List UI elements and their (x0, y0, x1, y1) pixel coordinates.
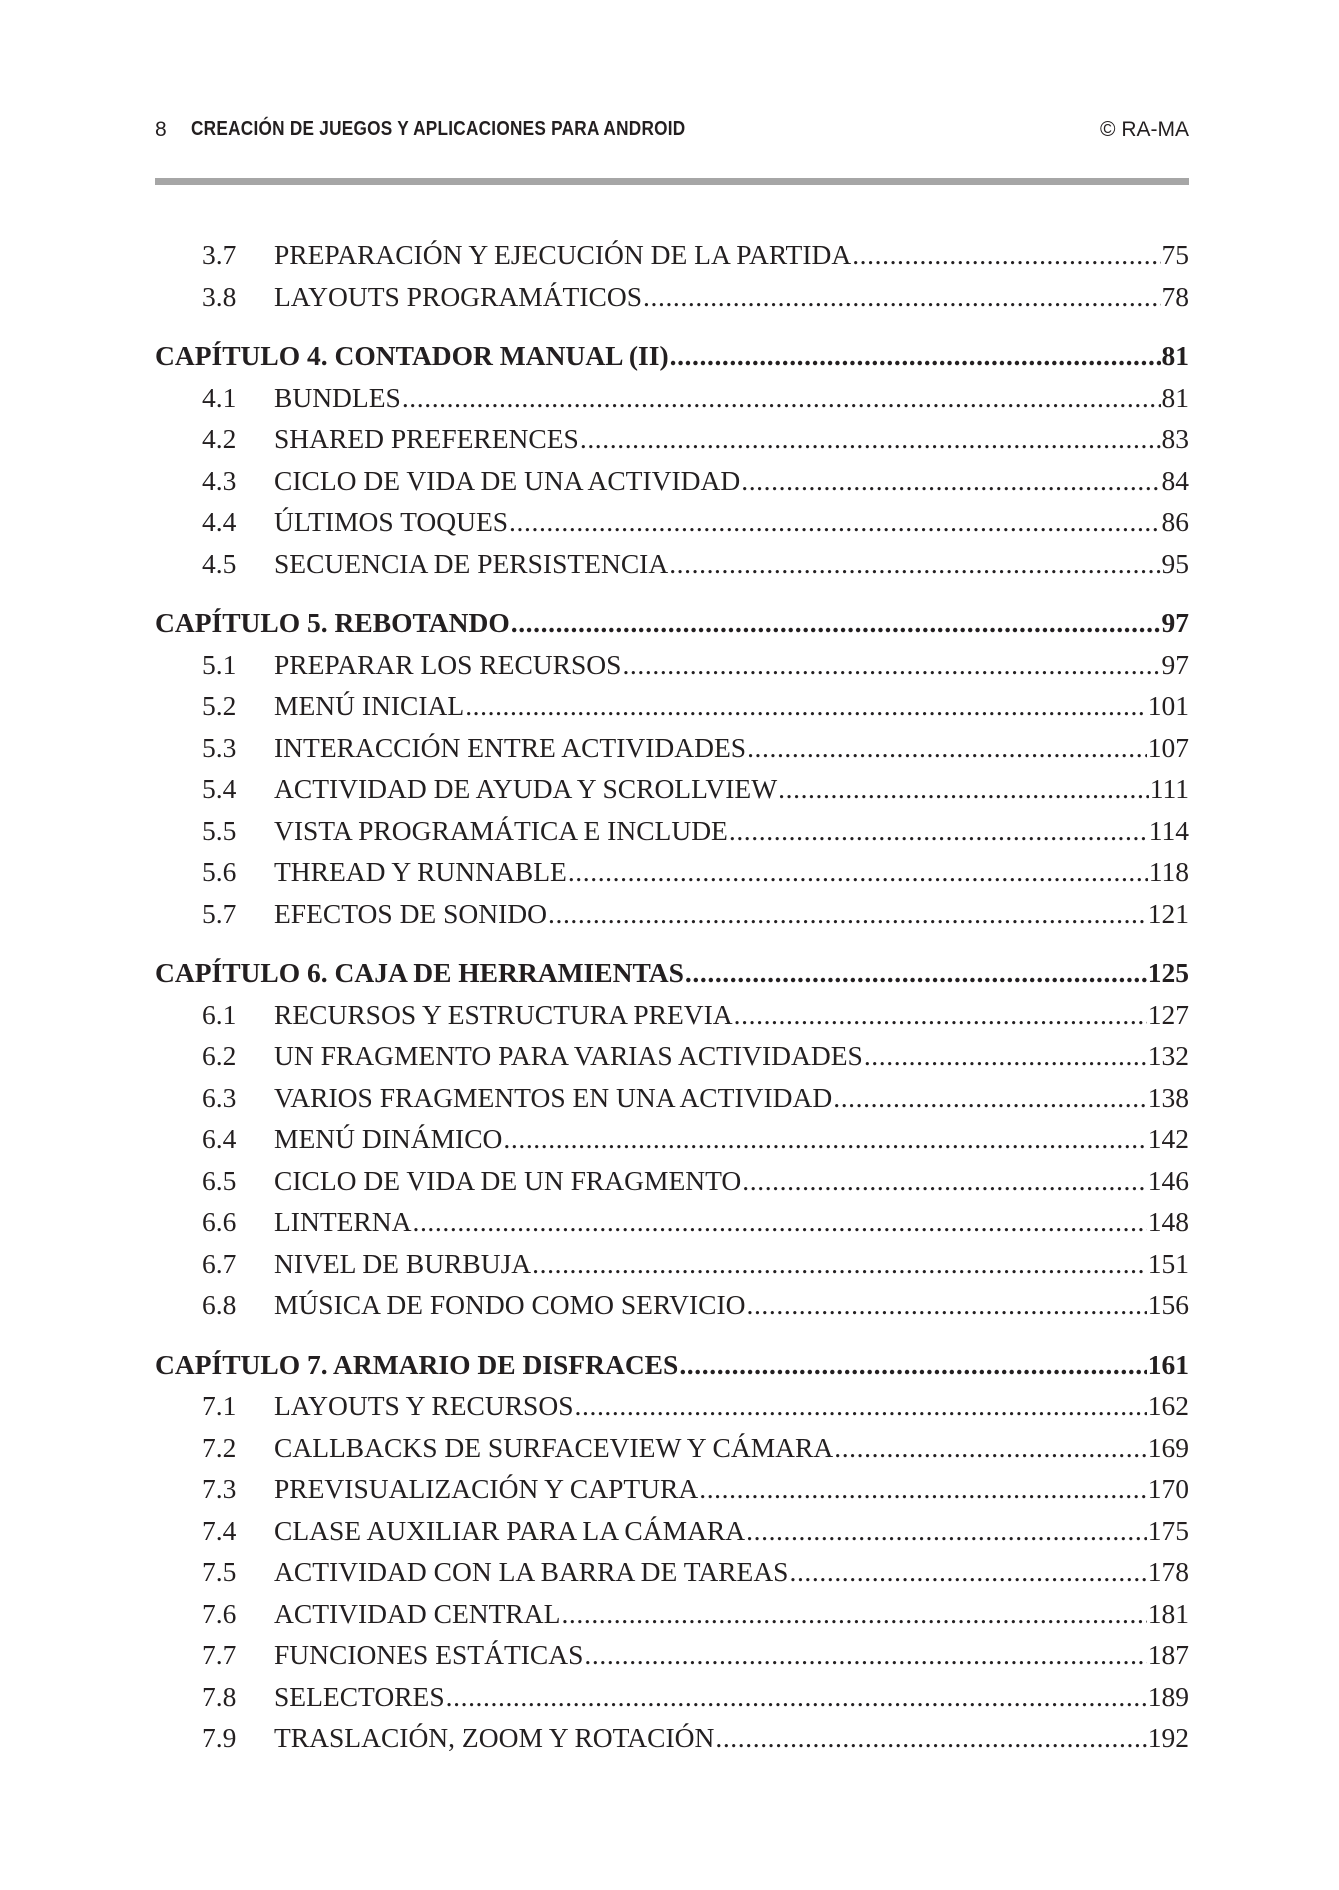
toc-section-title: MENÚ DINÁMICO (274, 1123, 503, 1154)
toc-section-number: 6.4 (202, 1123, 237, 1154)
toc-page-number: 148 (1147, 1206, 1189, 1237)
toc-section-title: PREPARACIÓN Y EJECUCIÓN DE LA PARTIDA (274, 239, 852, 270)
toc-leader-dots (532, 1243, 1147, 1285)
toc-section-title: CICLO DE VIDA DE UNA ACTIVIDAD (274, 464, 741, 496)
toc-page-number: 192 (1147, 1722, 1189, 1753)
toc-section-number: 5.5 (202, 814, 237, 846)
toc-section-number: 7.9 (202, 1722, 237, 1753)
toc-page-number: 146 (1147, 1164, 1189, 1196)
toc-section-title: ACTIVIDAD CENTRAL (274, 1597, 561, 1629)
toc-section-number: 7.1 (202, 1390, 237, 1421)
toc-section-row (155, 1385, 1189, 1427)
toc-page-number: 125 (1147, 957, 1189, 988)
toc-section-row (155, 1427, 1189, 1469)
toc-leader-dots (734, 994, 1147, 1036)
toc-section-title: PREVISUALIZACIÓN Y CAPTURA (274, 1473, 699, 1504)
toc-section-title: LINTERNA (274, 1206, 412, 1237)
toc-section-row (155, 1676, 1189, 1718)
toc-page-number: 118 (1148, 856, 1189, 887)
toc-leader-dots (643, 276, 1160, 318)
toc-section-row (155, 1201, 1189, 1243)
toc-page-number: 161 (1147, 1348, 1189, 1380)
toc-leader-dots (715, 1717, 1146, 1759)
toc-section-number: 6.8 (202, 1289, 237, 1320)
toc-section-number: 6.2 (202, 1040, 237, 1071)
toc-section-number: 6.7 (202, 1247, 237, 1279)
toc-section-number: 7.2 (202, 1431, 237, 1463)
toc-section-number: 5.4 (202, 773, 237, 804)
toc-leader-dots (669, 543, 1160, 585)
toc-leader-dots (670, 335, 1161, 377)
toc-page-number: 127 (1147, 998, 1189, 1030)
toc-page-number: 107 (1147, 731, 1189, 763)
toc-page-number: 121 (1147, 897, 1189, 929)
toc-section-title: LAYOUTS Y RECURSOS (274, 1390, 574, 1421)
toc-section-number: 6.3 (202, 1081, 237, 1113)
toc-page-number: 114 (1148, 814, 1189, 846)
toc-section-title: CICLO DE VIDA DE UN FRAGMENTO (274, 1164, 742, 1196)
toc-section-number: 6.5 (202, 1164, 237, 1196)
table-of-contents (155, 234, 1189, 1759)
toc-page-number: 83 (1161, 423, 1189, 454)
book-title: CREACIÓN DE JUEGOS Y APLICACIONES PARA ANDROID (191, 118, 686, 140)
toc-page-number: 101 (1147, 690, 1189, 721)
toc-leader-dots (729, 810, 1148, 852)
toc-page-number: 151 (1147, 1247, 1189, 1279)
toc-leader-dots (509, 501, 1160, 543)
toc-section-number: 3.7 (202, 239, 237, 270)
toc-chapter-row (155, 1344, 1189, 1386)
toc-leader-dots (580, 418, 1161, 460)
toc-section-row (155, 685, 1189, 727)
toc-leader-dots (699, 1468, 1147, 1510)
toc-section-row (155, 893, 1189, 935)
toc-page-number: 84 (1161, 464, 1189, 496)
toc-leader-dots (741, 460, 1160, 502)
toc-leader-dots (446, 1676, 1147, 1718)
header-rule (155, 178, 1189, 185)
toc-page-number: 156 (1147, 1289, 1189, 1320)
toc-page-number: 81 (1161, 381, 1189, 413)
toc-section-title: CALLBACKS DE SURFACEVIEW Y CÁMARA (274, 1431, 834, 1463)
publisher: © RA-MA (1100, 118, 1189, 141)
toc-page-number: 170 (1147, 1473, 1189, 1504)
toc-section-row (155, 543, 1189, 585)
toc-section-title: NIVEL DE BURBUJA (274, 1247, 532, 1279)
toc-page-number: 97 (1161, 607, 1189, 638)
toc-section-row (155, 1634, 1189, 1676)
toc-section-title: TRASLACIÓN, ZOOM Y ROTACIÓN (274, 1722, 715, 1753)
toc-chapter-row (155, 335, 1189, 377)
toc-section-row (155, 768, 1189, 810)
toc-section-row (155, 644, 1189, 686)
toc-section-title: SHARED PREFERENCES (274, 423, 579, 454)
toc-section-row (155, 1035, 1189, 1077)
toc-section-number: 6.6 (202, 1206, 237, 1237)
page-number: 8 (155, 118, 167, 141)
toc-section-number: 5.1 (202, 648, 237, 680)
toc-leader-dots (561, 1593, 1146, 1635)
toc-section-number: 4.1 (202, 381, 237, 413)
toc-leader-dots (503, 1118, 1146, 1160)
toc-leader-dots (584, 1634, 1146, 1676)
toc-section-title: ACTIVIDAD DE AYUDA Y SCROLLVIEW (274, 773, 778, 804)
toc-page-number: 81 (1161, 340, 1189, 371)
toc-leader-dots (412, 1201, 1146, 1243)
toc-leader-dots (465, 685, 1147, 727)
toc-section-row (155, 810, 1189, 852)
toc-leader-dots (852, 234, 1160, 276)
toc-leader-dots (742, 1160, 1146, 1202)
toc-section-title: CLASE AUXILIAR PARA LA CÁMARA (274, 1514, 746, 1546)
toc-section-row (155, 234, 1189, 276)
toc-page-number: 175 (1147, 1514, 1189, 1546)
toc-page-number: 178 (1147, 1556, 1189, 1587)
toc-section-number: 3.8 (202, 280, 237, 312)
toc-leader-dots (747, 727, 1147, 769)
toc-section-title: MENÚ INICIAL (274, 690, 465, 721)
toc-page-number: 138 (1147, 1081, 1189, 1113)
toc-page-number: 95 (1161, 547, 1189, 579)
toc-chapter-row (155, 602, 1189, 644)
toc-section-row (155, 1160, 1189, 1202)
toc-page-number: 142 (1147, 1123, 1189, 1154)
toc-leader-dots (575, 1385, 1147, 1427)
toc-section-number: 7.8 (202, 1680, 237, 1712)
toc-leader-dots (746, 1284, 1146, 1326)
toc-section-title: LAYOUTS PROGRAMÁTICOS (274, 280, 643, 312)
toc-leader-dots (548, 893, 1147, 935)
running-header (155, 118, 1189, 148)
toc-section-number: 4.2 (202, 423, 237, 454)
toc-page-number: 132 (1147, 1040, 1189, 1071)
toc-leader-dots (511, 602, 1161, 644)
toc-section-row (155, 418, 1189, 460)
toc-section-title: PREPARAR LOS RECURSOS (274, 648, 622, 680)
toc-section-number: 5.3 (202, 731, 237, 763)
toc-section-title: UN FRAGMENTO PARA VARIAS ACTIVIDADES (274, 1040, 863, 1071)
toc-section-title: VARIOS FRAGMENTOS EN UNA ACTIVIDAD (274, 1081, 833, 1113)
toc-chapter-title: CAPÍTULO 4. CONTADOR MANUAL (II) (155, 340, 669, 371)
toc-section-title: FUNCIONES ESTÁTICAS (274, 1639, 584, 1670)
toc-page-number: 75 (1161, 239, 1189, 270)
toc-chapter-title: CAPÍTULO 6. CAJA DE HERRAMIENTAS (155, 957, 684, 988)
toc-section-title: ACTIVIDAD CON LA BARRA DE TAREAS (274, 1556, 789, 1587)
toc-section-title: INTERACCIÓN ENTRE ACTIVIDADES (274, 731, 747, 763)
toc-leader-dots (746, 1510, 1147, 1552)
toc-section-number: 4.3 (202, 464, 237, 496)
toc-section-number: 4.4 (202, 506, 237, 537)
toc-leader-dots (402, 377, 1161, 419)
toc-leader-dots (568, 851, 1148, 893)
toc-section-row (155, 1118, 1189, 1160)
toc-chapter-title: CAPÍTULO 7. ARMARIO DE DISFRACES (155, 1348, 679, 1380)
toc-section-number: 7.3 (202, 1473, 237, 1504)
toc-section-row (155, 1593, 1189, 1635)
toc-section-title: ÚLTIMOS TOQUES (274, 506, 509, 537)
toc-section-number: 5.7 (202, 897, 237, 929)
toc-leader-dots (834, 1427, 1147, 1469)
toc-section-row (155, 1077, 1189, 1119)
toc-leader-dots (864, 1035, 1147, 1077)
toc-section-number: 7.5 (202, 1556, 237, 1587)
toc-section-row (155, 1468, 1189, 1510)
toc-section-title: EFECTOS DE SONIDO (274, 897, 547, 929)
toc-page-number: 162 (1147, 1390, 1189, 1421)
toc-section-row (155, 727, 1189, 769)
toc-section-title: MÚSICA DE FONDO COMO SERVICIO (274, 1289, 746, 1320)
toc-page-number: 111 (1149, 773, 1189, 804)
toc-leader-dots (833, 1077, 1147, 1119)
toc-section-row (155, 851, 1189, 893)
toc-section-row (155, 1284, 1189, 1326)
toc-page-number: 181 (1147, 1597, 1189, 1629)
toc-section-title: SECUENCIA DE PERSISTENCIA (274, 547, 669, 579)
toc-section-row (155, 994, 1189, 1036)
toc-leader-dots (789, 1551, 1146, 1593)
toc-leader-dots (685, 952, 1147, 994)
toc-page-number: 86 (1161, 506, 1189, 537)
toc-section-number: 5.2 (202, 690, 237, 721)
toc-page-number: 78 (1161, 280, 1189, 312)
toc-page-number: 187 (1147, 1639, 1189, 1670)
toc-section-row (155, 276, 1189, 318)
toc-section-number: 7.4 (202, 1514, 237, 1546)
toc-section-title: RECURSOS Y ESTRUCTURA PREVIA (274, 998, 733, 1030)
toc-page-number: 97 (1161, 648, 1189, 680)
toc-page-number: 169 (1147, 1431, 1189, 1463)
toc-section-title: SELECTORES (274, 1680, 445, 1712)
toc-chapter-title: CAPÍTULO 5. REBOTANDO (155, 607, 510, 638)
toc-section-number: 7.6 (202, 1597, 237, 1629)
toc-section-row (155, 1243, 1189, 1285)
toc-section-title: BUNDLES (274, 381, 401, 413)
toc-leader-dots (679, 1344, 1146, 1386)
toc-section-title: VISTA PROGRAMÁTICA E INCLUDE (274, 814, 728, 846)
toc-section-number: 6.1 (202, 998, 237, 1030)
toc-section-row (155, 1551, 1189, 1593)
toc-section-number: 7.7 (202, 1639, 237, 1670)
toc-leader-dots (778, 768, 1149, 810)
toc-section-row (155, 501, 1189, 543)
toc-section-row (155, 460, 1189, 502)
toc-section-number: 4.5 (202, 547, 237, 579)
toc-chapter-row (155, 952, 1189, 994)
toc-page-number: 189 (1147, 1680, 1189, 1712)
toc-section-row (155, 1510, 1189, 1552)
toc-section-title: THREAD Y RUNNABLE (274, 856, 567, 887)
toc-section-row (155, 1717, 1189, 1759)
toc-section-row (155, 377, 1189, 419)
toc-section-number: 5.6 (202, 856, 237, 887)
toc-leader-dots (622, 644, 1160, 686)
